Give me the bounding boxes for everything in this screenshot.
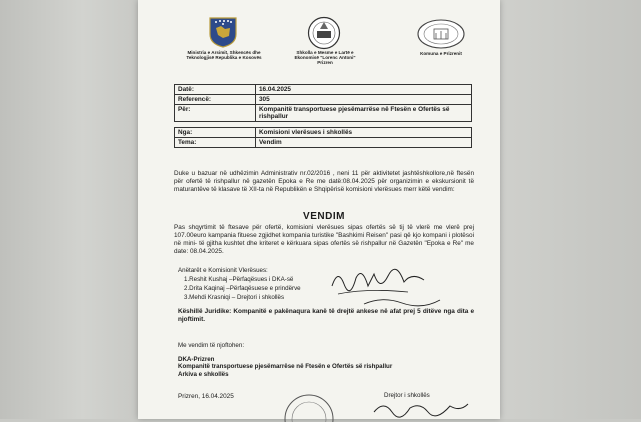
table-value: 16.04.2025 (256, 85, 472, 95)
director-title: Drejtor i shkollës (384, 392, 430, 399)
table-key: Për: (175, 105, 256, 122)
committee-member: 2.Drita Kaqinaj –Përfaqësuese e prindërve (184, 285, 301, 292)
table-row (175, 85, 472, 95)
notify-block (178, 342, 392, 378)
table-value: Kompanitë transportuese pjesëmarrëse në Ftesën e Ofertës së rishpallur (256, 105, 472, 122)
table-value: Komisioni vlerësues i shkollës (256, 128, 472, 138)
reference-table (174, 84, 472, 148)
notify-recipient: DKA-Prizren (178, 356, 215, 364)
notify-recipient: Kompanitë transportuese pjesëmarrëse në Ftesën e Ofertës së rishpallur (178, 363, 393, 371)
notify-title: Me vendim të njoftohen: (178, 342, 245, 349)
table-row (175, 105, 472, 122)
table-key: Referencë: (175, 95, 256, 105)
table-value: Vendim (256, 138, 472, 148)
table-row (175, 128, 472, 138)
table-key: Tema: (175, 138, 256, 148)
committee-member: 3.Mehdi Krasniqi – Drejtori i shkollës (184, 294, 285, 301)
table-value: 305 (256, 95, 472, 105)
ministry-caption: Ministria e Arsimit, Shkencës dhe Teknologjisë Republika e Kosovës (186, 50, 262, 61)
school-logo-icon (306, 16, 342, 50)
municipality-seal-icon (416, 18, 466, 50)
school-caption: Shkolla e Mesme e Lartë e Ekonomisë "Lorenc Antoni" Prizren (294, 50, 356, 66)
official-stamp-icon (282, 392, 336, 422)
municipality-caption: Komuna e Prizrenit (420, 51, 462, 56)
signature-underline-icon (362, 294, 442, 310)
document-page (138, 0, 500, 419)
notify-recipient: Arkiva e shkollës (178, 370, 229, 378)
committee-list (178, 266, 301, 302)
decision-title: VENDIM (303, 211, 345, 222)
table-row (175, 95, 472, 105)
director-signature-icon (370, 398, 470, 418)
decision-paragraph: Pas shqyrtimit të ftesave për ofertë, komisioni vlerësues sipas ofertës së tij të vlerë me vlerë prej 107.00euro kampania fituese zgjidhet kompania turistike "Bashkimi Reisen" pasi që kjo kompani i plotësoi në mini- të gjitha kushtet dhe kriteret e kërkuara sipas ofertës së rishpallur në Gazetën "Epoka e Re" me date: 08.04.2025. (174, 224, 474, 255)
kosovo-emblem-icon (208, 16, 238, 48)
committee-member: 1.Reshit Kushaj –Përfaqësues i DKA-së (184, 276, 294, 283)
table-key: Nga: (175, 128, 256, 138)
legal-advice: Këshillë Juridike: Kompanitë e pakënaqura kanë të drejtë ankese në afat prej 5 ditëve nga dita e njoftimit. (178, 308, 474, 323)
committee-title: Anëtarët e Komisionit Vlerësues: (178, 267, 268, 274)
table-key: Datë: (175, 85, 256, 95)
background-left (0, 0, 138, 419)
intro-paragraph: Duke u bazuar në udhëzimin Administrativ nr.02/2016 , neni 11 për aktivitetet jashtëshkollore,në ftesën për ofertë të rishpallur në gazetën Epoka e Re me datë:08.04.2025 për organizimin e ekskursionit të maturantëve të klasave të XII-ta në Republikën e Shqipërisë komisioni vlerësues merr këtë vendim: (174, 170, 474, 193)
background-right (499, 0, 641, 419)
table-row (175, 138, 472, 148)
document-date: Prizren, 16.04.2025 (178, 393, 234, 400)
